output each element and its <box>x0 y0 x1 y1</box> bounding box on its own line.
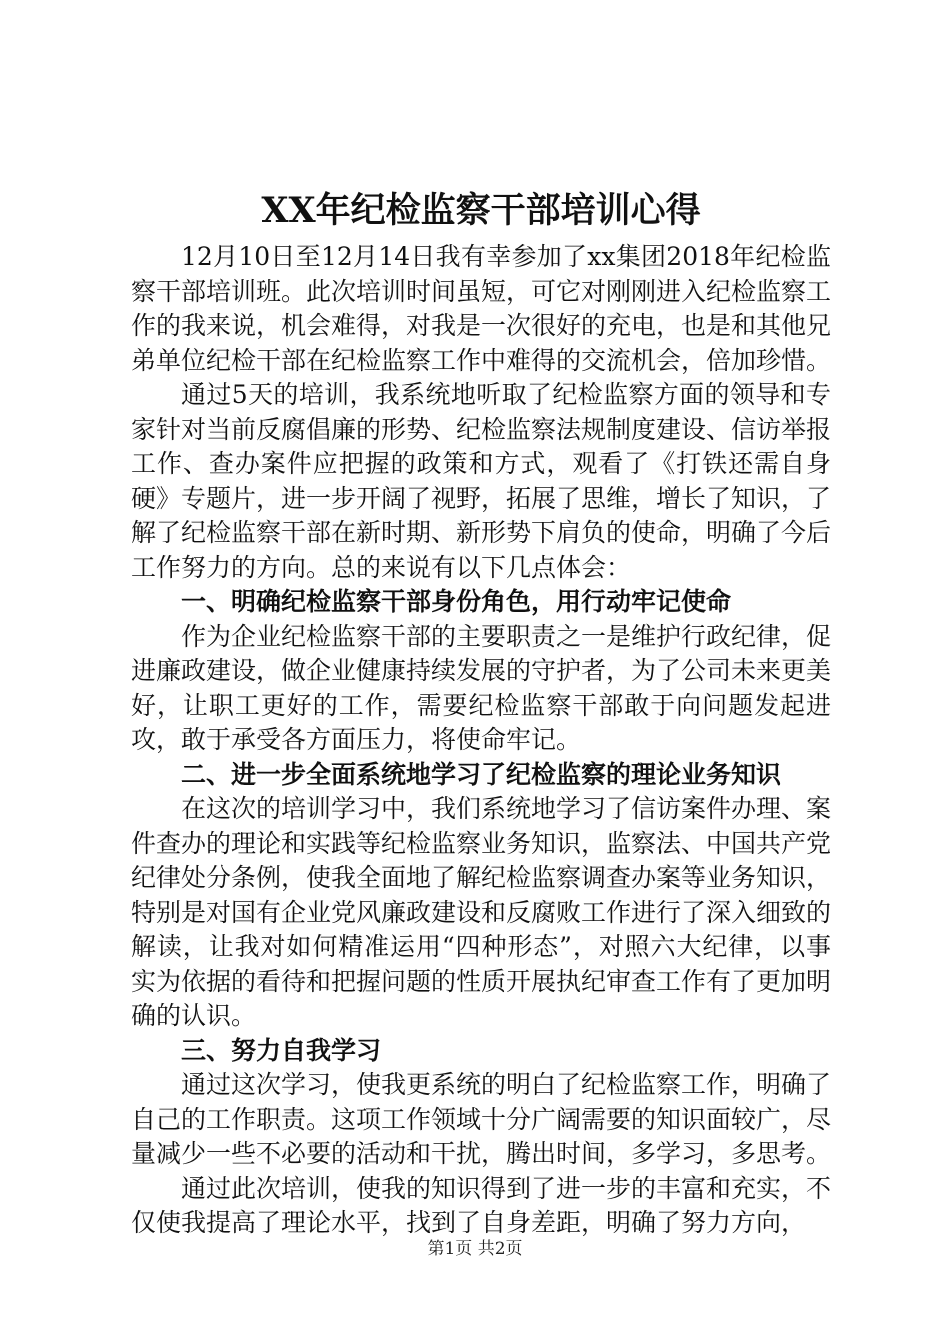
paragraph-section-2: 在这次的培训学习中，我们系统地学习了信访案件办理、案件查办的理论和实践等纪检监察业务知识，监察法、中国共产党纪律处分条例，使我全面地了解纪检监察调查办案等业务知识，特别是对国有企业党风廉政建设和反腐败工作进行了深入细致的解读，让我对如何精准运用“四种形态”，对照六大纪律，以事实为依据的看待和把握问题的性质开展执纪审查工作有了更加明确的认识。 <box>131 794 832 1030</box>
paragraph-section-3: 通过这次学习，使我更系统的明白了纪检监察工作，明确了自己的工作职责。这项工作领域十分广阔需要的知识面较广，尽量减少一些不必要的活动和干扰，腾出时间，多学习，多思考。 <box>131 1070 832 1168</box>
document-page <box>131 188 831 1241</box>
section-heading-3: 三、努力自我学习 <box>181 1035 382 1065</box>
document-title: XX年纪检监察干部培训心得 <box>261 190 701 231</box>
section-heading-1: 一、明确纪检监察干部身份角色，用行动牢记使命 <box>181 587 732 616</box>
page-footer: 第1页 共2页 <box>427 1239 523 1259</box>
section-heading-2: 二、进一步全面系统地学习了纪检监察的理论业务知识 <box>181 759 782 789</box>
paragraph-intro: 12月10日至12月14日我有幸参加了xx集团2018年纪检监察干部培训班。此次培训时间虽短，可它对刚刚进入纪检监察工作的我来说，机会难得，对我是一次很好的充电，也是和其他兄弟单位纪检干部在纪检监察工作中难得的交流机会，倍加珍惜。 <box>131 242 832 375</box>
paragraph-conclusion: 通过此次培训，使我的知识得到了进一步的丰富和充实，不仅使我提高了理论水平，找到了自身差距，明确了努力方向， <box>131 1173 832 1237</box>
paragraph-overview: 通过5天的培训，我系统地听取了纪检监察方面的领导和专家针对当前反腐倡廉的形势、纪检监察法规制度建设、信访举报工作、查办案件应把握的政策和方式，观看了《打铁还需自身硬》专题片，进一步开阔了视野，拓展了思维，增长了知识，了解了纪检监察干部在新时期、新形势下肩负的使命，明确了今后工作努力的方向。总的来说有以下几点体会： <box>131 380 832 582</box>
paragraph-section-1: 作为企业纪检监察干部的主要职责之一是维护行政纪律，促进廉政建设，做企业健康持续发展的守护者，为了公司未来更美好，让职工更好的工作，需要纪检监察干部敢于向问题发起进攻，敢于承受各方面压力，将使命牢记。 <box>131 621 832 754</box>
